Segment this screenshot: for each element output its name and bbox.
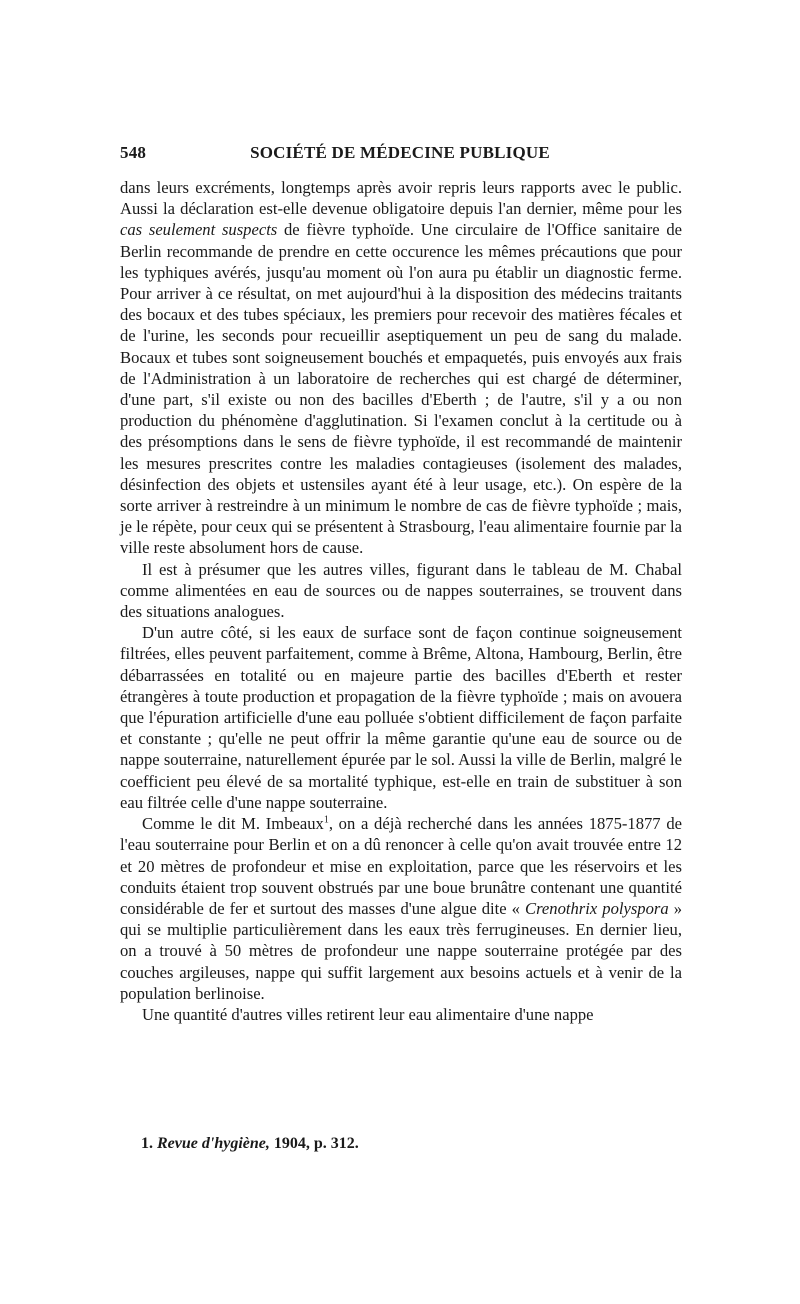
paragraph-1-text-b: de fièvre typhoïde. Une circulaire de l'Office sanitaire de Berlin recommande de prendre en cette occurence les mêmes précautions que pour les typhiques avérés, jusqu'au moment où l'on aura pu établir un diagnostic ferme. Pour arriver à ce résultat, on met aujourd'hui à la disposition des médecins traitants des bocaux et des tubes spéciaux, les premiers pour recevoir des matières fécales et de l'urine, les seconds pour recueillir aseptiquement un peu de sang du malade. Bocaux et tubes sont soigneusement bouchés et empaquetés, puis envoyés aux frais de l'Administration à un laboratoire de recherches qui est chargé de déterminer, d'une part, s'il existe ou non des bacilles d'Eberth ; de l'autre, s'il y a ou non production du phénomène d'agglutination. Si l'examen conclut à la certitude ou à des présomptions dans le sens de fièvre typhoïde, il est recommandé de maintenir les mesures prescrites contre les maladies contagieuses (isolement des malades, désinfection des objets et ustensiles ayant été à leur usage, etc.). On espère de la sorte arriver à restreindre à un minimum le nombre de cas de fièvre typhoïde ; mais, je le répète, pour ceux qui se présentent à Strasbourg, l'eau alimentaire fournie par la ville reste absolument hors de cause. (120, 220, 682, 558)
footnote-rest: 1904, p. 312. (269, 1135, 359, 1152)
paragraph-1 (120, 177, 682, 559)
paragraph-4 (120, 813, 682, 1004)
paragraph-4-emphasis: Crenothrix polyspora (525, 898, 669, 918)
footnote (141, 1135, 681, 1153)
paragraph-2: Il est à présumer que les autres villes, figurant dans le tableau de M. Chabal comme alimentées en eau de sources ou de nappes souterraines, se trouvent dans des situations analogues. (120, 559, 682, 622)
paragraph-1-emphasis: cas seulement suspects (120, 220, 278, 240)
paragraph-5: Une quantité d'autres villes retirent leur eau alimentaire d'une nappe (142, 1004, 594, 1024)
running-header (120, 143, 682, 171)
paragraph-1-text-a: dans leurs excréments, longtemps après avoir repris leurs rapports avec le public. Aussi la déclaration est-elle devenue obligatoire depuis l'an dernier, même pour les (120, 178, 682, 219)
footnote-title: Revue d'hygiène, (157, 1135, 270, 1152)
paragraph-3: D'un autre côté, si les eaux de surface sont de façon continue soigneusement filtrées, elles peuvent parfaitement, comme à Brême, Altona, Hambourg, Berlin, être débarrassées en totalité ou en majeure partie des bacilles d'Eberth et rester étrangères à toute production et propagation de la fièvre typhoïde ; mais on avouera que l'épuration artificielle d'une eau polluée s'obtient difficilement de façon parfaite et constante ; qu'elle ne peut offrir la même garantie qu'une eau de source ou de nappe souterraine, naturellement épurée par le sol. Aussi la ville de Berlin, malgré le coefficient peu élevé de sa mortalité typhique, est-elle en train de substituer à son eau filtrée celle d'une nappe souterraine. (120, 623, 682, 812)
footnote-number: 1. (141, 1135, 153, 1152)
body-text (120, 177, 682, 1025)
page (120, 143, 682, 1025)
footnote-reference: 1 (323, 814, 329, 826)
running-title: SOCIÉTÉ DE MÉDECINE PUBLIQUE (250, 143, 550, 162)
page-number: 548 (120, 143, 147, 162)
paragraph-4-text-b: , on a déjà recherché dans les années 1875-1877 de l'eau souterraine pour Berlin et on a dû renoncer à celle qu'on avait trouvée entre 12 et 20 mètres de profondeur et mise en exploitation, parce que les réservoirs et les conduits étaient trop souvent obstrués par une boue brunâtre contenant une quantité considérable de fer et surtout des masses d'une algue dite « (120, 814, 682, 918)
paragraph-4-text-c: » qui se multiplie particulièrement dans les eaux très ferrugineuses. En dernier lieu, on a trouvé à 50 mètres de profondeur une nappe souterraine protégée par des couches argileuses, nappe qui suffit largement aux besoins actuels et à venir de la population berlinoise. (120, 898, 683, 1003)
paragraph-4-text-a: Comme le dit M. Imbeaux (142, 814, 324, 834)
